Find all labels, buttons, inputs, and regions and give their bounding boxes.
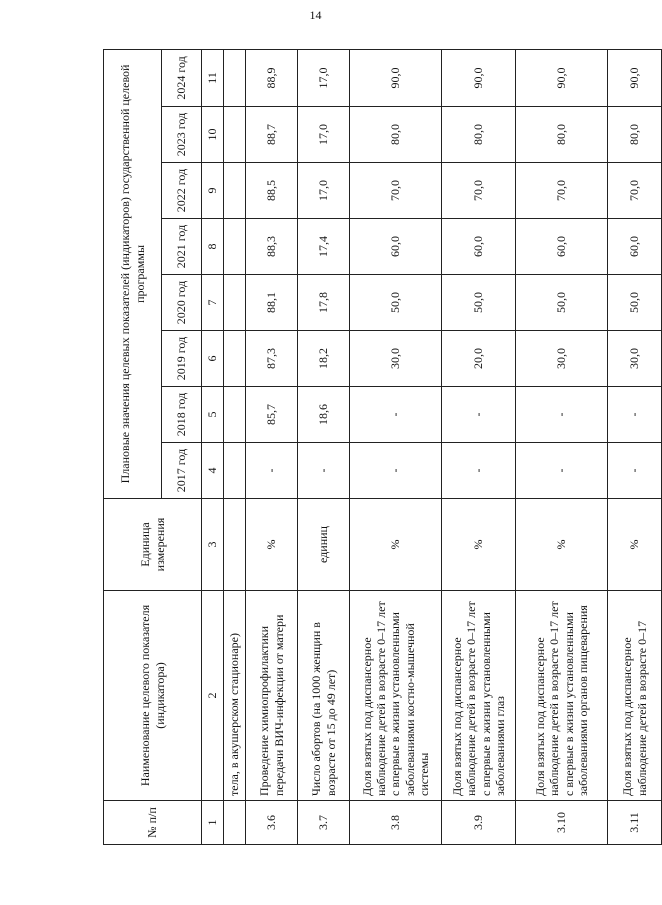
row-value: 88,7 xyxy=(246,107,298,163)
continuation-row xyxy=(224,49,246,844)
row-value: 90,0 xyxy=(442,49,516,106)
header-no: № п/п xyxy=(104,801,202,845)
row-value: 88,5 xyxy=(246,163,298,219)
index-cell: 4 xyxy=(202,443,224,499)
row-value: 17,0 xyxy=(298,107,350,163)
row-number: 3.7 xyxy=(298,801,350,845)
continuation-empty xyxy=(224,443,246,499)
page-number: 14 xyxy=(309,8,322,22)
row-value: 30,0 xyxy=(350,331,442,387)
row-value: - xyxy=(516,443,608,499)
row-name: Доля взятых под диспансерное наблюдение детей в возрасте 0–17 лет с впервые в жизни установленными заболеваниями органов пищеварения xyxy=(516,591,608,801)
row-value: 60,0 xyxy=(608,219,662,275)
table-container xyxy=(103,50,649,845)
row-value: 17,4 xyxy=(298,219,350,275)
row-name: Доля взятых под диспансерное наблюдение детей в возрасте 0–17 xyxy=(608,591,662,801)
row-unit: % xyxy=(246,499,298,591)
table-row xyxy=(516,49,608,844)
row-number: 3.11 xyxy=(608,801,662,845)
indicators-table xyxy=(103,49,662,845)
row-value: - xyxy=(442,443,516,499)
table-row xyxy=(608,49,662,844)
row-name: Доля взятых под диспансерное наблюдение детей в возрасте 0–17 лет с впервые в жизни установленными заболеваниями костно-мышечной системы xyxy=(350,591,442,801)
continuation-empty xyxy=(224,219,246,275)
row-unit: единиц xyxy=(298,499,350,591)
row-value: 18,6 xyxy=(298,387,350,443)
row-value: 88,3 xyxy=(246,219,298,275)
table-row xyxy=(298,49,350,844)
index-cell: 6 xyxy=(202,331,224,387)
continuation-empty xyxy=(224,499,246,591)
row-value: 50,0 xyxy=(350,275,442,331)
index-cell: 5 xyxy=(202,387,224,443)
row-value: - xyxy=(350,443,442,499)
row-value: 60,0 xyxy=(442,219,516,275)
row-value: 88,1 xyxy=(246,275,298,331)
row-number: 3.8 xyxy=(350,801,442,845)
row-number: 3.9 xyxy=(442,801,516,845)
row-value: 80,0 xyxy=(442,107,516,163)
row-value: 17,8 xyxy=(298,275,350,331)
row-value: 80,0 xyxy=(350,107,442,163)
continuation-empty xyxy=(224,163,246,219)
row-value: 85,7 xyxy=(246,387,298,443)
continuation-empty xyxy=(224,387,246,443)
header-year: 2023 год xyxy=(162,107,202,163)
row-value: 70,0 xyxy=(350,163,442,219)
row-name: Доля взятых под диспансерное наблюдение детей в возрасте 0–17 лет с впервые в жизни установленными заболеваниями глаз xyxy=(442,591,516,801)
row-value: 80,0 xyxy=(516,107,608,163)
row-value: 50,0 xyxy=(608,275,662,331)
row-name: Число абортов (на 1000 женщин в возрасте от 15 до 49 лет) xyxy=(298,591,350,801)
header-year: 2021 год xyxy=(162,219,202,275)
row-value: 17,0 xyxy=(298,49,350,106)
index-cell: 2 xyxy=(202,591,224,801)
header-year: 2018 год xyxy=(162,387,202,443)
header-year: 2017 год xyxy=(162,443,202,499)
row-value: 60,0 xyxy=(516,219,608,275)
table-row xyxy=(350,49,442,844)
row-value: 60,0 xyxy=(350,219,442,275)
index-cell: 3 xyxy=(202,499,224,591)
row-value: 50,0 xyxy=(516,275,608,331)
row-value: 50,0 xyxy=(442,275,516,331)
continuation-empty xyxy=(224,275,246,331)
row-value: 30,0 xyxy=(516,331,608,387)
row-number: 3.10 xyxy=(516,801,608,845)
table-row xyxy=(442,49,516,844)
row-number: 3.6 xyxy=(246,801,298,845)
row-unit: % xyxy=(442,499,516,591)
header-year: 2022 год xyxy=(162,163,202,219)
index-cell: 8 xyxy=(202,219,224,275)
row-unit: % xyxy=(516,499,608,591)
index-cell: 11 xyxy=(202,49,224,106)
continuation-empty xyxy=(224,49,246,106)
index-cell: 1 xyxy=(202,801,224,845)
header-name: Наименование целевого показателя (индикатора) xyxy=(104,591,202,801)
header-unit: Единица измерения xyxy=(104,499,202,591)
row-value: 87,3 xyxy=(246,331,298,387)
header-year: 2019 год xyxy=(162,331,202,387)
row-value: 70,0 xyxy=(442,163,516,219)
row-value: 30,0 xyxy=(608,331,662,387)
row-value: 80,0 xyxy=(608,107,662,163)
row-value: 90,0 xyxy=(350,49,442,106)
row-value: - xyxy=(442,387,516,443)
continuation-empty xyxy=(224,801,246,845)
row-value: - xyxy=(246,443,298,499)
row-value: 17,0 xyxy=(298,163,350,219)
row-value: 18,2 xyxy=(298,331,350,387)
row-value: 88,9 xyxy=(246,49,298,106)
row-value: 90,0 xyxy=(608,49,662,106)
table-row xyxy=(246,49,298,844)
header-year: 2020 год xyxy=(162,275,202,331)
row-value: 90,0 xyxy=(516,49,608,106)
continuation-empty xyxy=(224,331,246,387)
row-value: - xyxy=(350,387,442,443)
row-value: - xyxy=(608,387,662,443)
continuation-empty xyxy=(224,107,246,163)
header-plan: Плановые значения целевых показателей (индикаторов) государственной целевой программы xyxy=(104,49,162,498)
row-name: Проведение химиопрофилактики передачи ВИЧ-инфекции от матери xyxy=(246,591,298,801)
row-value: 70,0 xyxy=(516,163,608,219)
index-row xyxy=(202,49,224,844)
row-unit: % xyxy=(608,499,662,591)
row-value: - xyxy=(608,443,662,499)
index-cell: 10 xyxy=(202,107,224,163)
continuation-name: тела, в акушерском стационаре) xyxy=(224,591,246,801)
row-value: 20,0 xyxy=(442,331,516,387)
index-cell: 9 xyxy=(202,163,224,219)
row-unit: % xyxy=(350,499,442,591)
row-value: - xyxy=(516,387,608,443)
header-year: 2024 год xyxy=(162,49,202,106)
index-cell: 7 xyxy=(202,275,224,331)
row-value: - xyxy=(298,443,350,499)
row-value: 70,0 xyxy=(608,163,662,219)
